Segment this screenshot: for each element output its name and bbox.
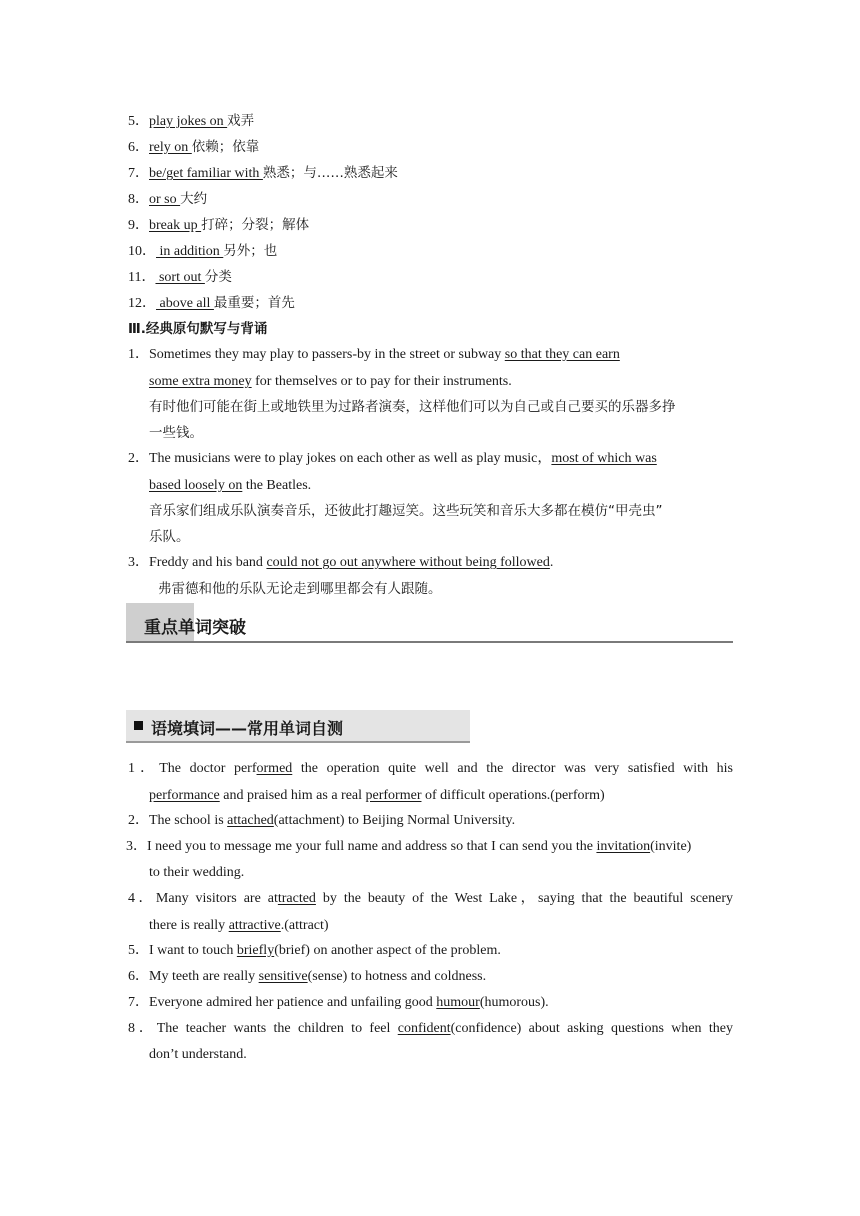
answer-blank: sensitive [258, 969, 308, 984]
phrase-item [128, 242, 277, 261]
exercise-text: Everyone admired her patience and unfailing good [149, 995, 437, 1010]
exercise-line [128, 890, 733, 908]
exercise-text: (sense) to hotness and coldness. [307, 969, 487, 984]
item-number: 8． [128, 192, 149, 207]
sentence-text: The musicians were to play jokes on each other as well as play music， [149, 451, 552, 466]
chinese-meaning: 打碎；分裂；解体 [201, 217, 310, 233]
exercise-line [128, 812, 515, 830]
answer-blank: or so [149, 192, 181, 207]
exercise-text: of difficult operations.(perform) [421, 788, 605, 803]
exercise-line [149, 917, 329, 935]
phrase-item [128, 112, 254, 131]
exercise-text: (invite) [650, 839, 692, 854]
chinese-meaning: 分类 [204, 269, 232, 285]
item-number: 10． [128, 244, 156, 259]
item-number: 9． [128, 218, 149, 233]
answer-blank: rely on [149, 140, 192, 155]
exercise-text: (brief) on another aspect of the problem. [274, 943, 501, 958]
exercise-text: by the beauty of the West Lake，saying that the beautiful scenery [315, 891, 733, 906]
item-number: 4． [128, 891, 156, 906]
sentence-text: for themselves or to pay for their instruments. [251, 374, 512, 389]
exercise-line: don’t understand. [149, 1047, 247, 1062]
item-number: 1． [128, 347, 149, 362]
item-number: 6． [128, 140, 149, 155]
sentence-line [149, 477, 311, 495]
answer-blank: briefly [236, 943, 275, 958]
answer-blank: some extra money [149, 374, 252, 389]
chinese-meaning: 熟悉；与……熟悉起来 [262, 165, 398, 181]
phrase-item [128, 268, 232, 287]
answer-blank: break up [149, 218, 202, 233]
exercise-text: Many visitors are at [155, 891, 278, 906]
exercise-text: The school is [149, 813, 228, 828]
item-number: 1． [128, 761, 160, 776]
exercise-text: .(attract) [280, 918, 329, 933]
sentence-text: the Beatles. [242, 478, 312, 493]
exercise-text: I need you to message me your full name and address so that I can send you the [147, 839, 597, 854]
translation-line: 有时他们可能在街上或地铁里为过路者演奏，这样他们可以为自己或自己要买的乐器多挣 [149, 399, 676, 415]
exercise-text: The teacher wants the children to feel [156, 1021, 398, 1036]
chinese-meaning: 大约 [180, 191, 208, 207]
phrase-item [128, 216, 309, 235]
item-number: 12． [128, 296, 156, 311]
item-number: 6． [128, 969, 149, 984]
exercise-text: (attachment) to Beijing Normal University. [273, 813, 516, 828]
section-title: Ⅲ.经典原句默写与背诵 [128, 321, 268, 337]
item-number: 11． [128, 270, 156, 285]
sentence-text: Freddy and his band [149, 555, 267, 570]
exercise-line [128, 760, 733, 778]
square-bullet-icon [134, 721, 143, 730]
exercise-text: (humorous). [479, 995, 549, 1010]
exercise-text: My teeth are really [149, 969, 259, 984]
exercise-text: the operation quite well and the director was very satisfied with his [292, 761, 734, 776]
exercise-line [128, 1020, 733, 1038]
answer-blank: could not go out anywhere without being followed [266, 555, 550, 570]
exercise-line [149, 787, 605, 805]
answer-blank: attached [227, 813, 274, 828]
answer-blank: so that they can earn [504, 347, 620, 362]
exercise-line [128, 968, 486, 986]
item-number: 3． [126, 839, 147, 854]
answer-blank: be/get familiar with [149, 166, 263, 181]
exercise-text: The doctor perf [159, 761, 257, 776]
item-number: 2． [128, 813, 149, 828]
chinese-meaning: 戏弄 [227, 113, 255, 129]
answer-blank: confident [397, 1021, 451, 1036]
phrase-item [128, 190, 207, 209]
sentence-line [128, 554, 553, 572]
chinese-meaning: 另外；也 [223, 243, 278, 259]
sentence-text: . [549, 555, 554, 570]
sub-header [126, 710, 470, 743]
translation-line: 音乐家们组成乐队演奏音乐，还彼此打趣逗笑。这些玩笑和音乐大多都在模仿“甲壳虫” [149, 503, 663, 519]
answer-blank: most of which was [551, 451, 657, 466]
phrase-item [128, 294, 295, 313]
item-number: 2． [128, 451, 149, 466]
exercise-text: and praised him as a real [219, 788, 366, 803]
phrase-item [128, 138, 259, 157]
answer-blank: performance [149, 788, 220, 803]
answer-blank: play jokes on [149, 114, 228, 129]
translation-line: 弗雷德和他的乐队无论走到哪里都会有人跟随。 [158, 581, 442, 597]
sub-header-title: 语境填词——常用单词自测 [151, 719, 344, 738]
exercise-line: to their wedding. [149, 865, 245, 880]
exercise-line [128, 942, 501, 960]
sentence-line [149, 373, 512, 391]
sentence-line [128, 346, 620, 364]
answer-blank: in addition [156, 244, 224, 259]
sentence-line [128, 450, 657, 468]
answer-blank: attractive [228, 918, 281, 933]
section-header-title: 重点单词突破 [144, 618, 246, 638]
answer-blank: sort out [155, 270, 205, 285]
exercise-text: (confidence) about asking questions when they [450, 1021, 733, 1036]
item-number: 3． [128, 555, 149, 570]
item-number: 8． [128, 1021, 157, 1036]
item-number: 7． [128, 166, 149, 181]
item-number: 5． [128, 114, 149, 129]
translation-line: 一些钱。 [149, 425, 203, 441]
answer-blank: tracted [277, 891, 316, 906]
exercise-text: there is really [149, 918, 229, 933]
chinese-meaning: 最重要；首先 [213, 295, 295, 311]
answer-blank: above all [156, 296, 214, 311]
chinese-meaning: 依赖；依靠 [191, 139, 260, 155]
item-number: 5． [128, 943, 149, 958]
answer-blank: invitation [596, 839, 651, 854]
answer-blank: performer [365, 788, 422, 803]
exercise-line [128, 994, 549, 1012]
translation-line: 乐队。 [149, 529, 190, 545]
phrase-item [128, 164, 398, 183]
exercise-line [126, 838, 691, 856]
item-number: 7． [128, 995, 149, 1010]
section-header [126, 603, 733, 643]
answer-blank: based loosely on [149, 478, 243, 493]
answer-blank: humour [436, 995, 480, 1010]
answer-blank: ormed [256, 761, 293, 776]
sentence-text: Sometimes they may play to passers-by in the street or subway [149, 347, 505, 362]
exercise-text: I want to touch [149, 943, 237, 958]
